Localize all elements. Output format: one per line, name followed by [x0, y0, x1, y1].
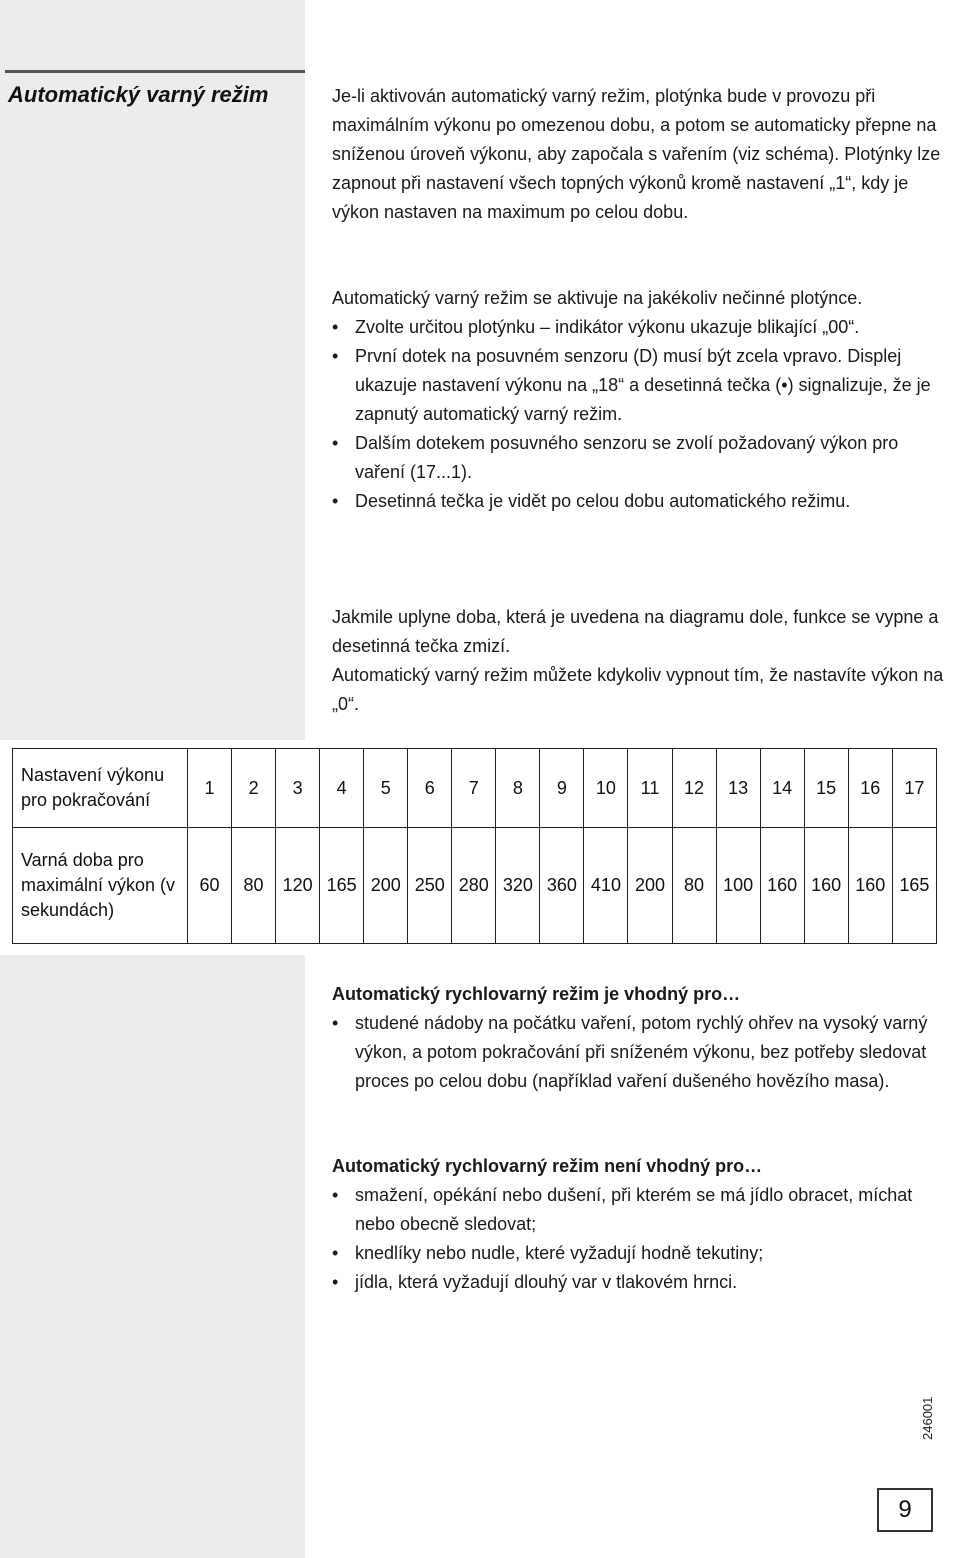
- section-title-rule: [5, 70, 305, 73]
- table-cell: 3: [276, 749, 320, 828]
- intro-block: [332, 82, 944, 227]
- bullet-icon: •: [332, 317, 339, 337]
- activation-step: • Zvolte určitou plotýnku – indikátor výkonu ukazuje blikající „00“.: [332, 313, 944, 342]
- bullet-icon: •: [332, 1013, 339, 1033]
- table-cell: 4: [320, 749, 364, 828]
- end-text-line2: Automatický varný režim můžete kdykoliv vypnout tím, že nastavíte výkon na „0“.: [332, 665, 944, 714]
- bullet-icon: •: [332, 1243, 339, 1263]
- page-number: 9: [877, 1488, 933, 1532]
- table-cell: 9: [540, 749, 584, 828]
- table-cell: 11: [628, 749, 672, 828]
- table-cell: 10: [584, 749, 628, 828]
- unsuitable-list: [332, 1181, 944, 1297]
- table-cell: 17: [892, 749, 936, 828]
- section-title: Automatický varný režim: [8, 82, 269, 107]
- table-cell: 2: [232, 749, 276, 828]
- intro-paragraph: Je-li aktivován automatický varný režim, plotýnka bude v provozu při maximálním výkonu po omezenou dobu, a potom se automaticky přepne na sníženou úroveň výkonu, aby započala s vařením (viz schéma). Plotýnky lze zapnout při nastavení všech topných výkonů kromě nastavení „1“, kdy je výkon nastaven na maximum po celou dobu.: [332, 86, 941, 222]
- bullet-icon: •: [332, 433, 339, 453]
- document-code: 246001: [920, 1396, 935, 1440]
- table-cell: 60: [188, 828, 232, 944]
- activation-lead: Automatický varný režim se aktivuje na jakékoliv nečinné plotýnce.: [332, 288, 863, 308]
- table-cell: 13: [716, 749, 760, 828]
- table-row-times: [13, 828, 937, 944]
- table-cell: 16: [848, 749, 892, 828]
- unsuitable-block: [332, 1152, 944, 1297]
- unsuitable-item: • smažení, opékání nebo dušení, při kterém se má jídlo obracet, míchat nebo obecně sledovat;: [332, 1181, 944, 1239]
- bullet-icon: •: [332, 346, 339, 366]
- table-cell: 5: [364, 749, 408, 828]
- table-cell: 320: [496, 828, 540, 944]
- activation-step: • První dotek na posuvném senzoru (D) musí být zcela vpravo. Displej ukazuje nastavení výkonu na „18“ a desetinná tečka (•) signalizuje, že je zapnutý automatický varný režim.: [332, 342, 944, 429]
- table-cell: 1: [188, 749, 232, 828]
- table-cell: 7: [452, 749, 496, 828]
- unsuitable-heading: Automatický rychlovarný režim není vhodný pro…: [332, 1156, 763, 1176]
- table-row-settings: [13, 749, 937, 828]
- table-cell: 12: [672, 749, 716, 828]
- end-text-block: [332, 603, 944, 719]
- table-cell: 250: [408, 828, 452, 944]
- table-cell: 160: [848, 828, 892, 944]
- unsuitable-item: • jídla, která vyžadují dlouhý var v tlakovém hrnci.: [332, 1268, 944, 1297]
- table-cell: 14: [760, 749, 804, 828]
- activation-step: • Desetinná tečka je vidět po celou dobu automatického režimu.: [332, 487, 944, 516]
- table-cell: 160: [804, 828, 848, 944]
- table-cell: 160: [760, 828, 804, 944]
- table-cell: 280: [452, 828, 496, 944]
- bullet-icon: •: [332, 1272, 339, 1292]
- table-cell: 200: [364, 828, 408, 944]
- bullet-icon: •: [332, 1185, 339, 1205]
- suitable-heading: Automatický rychlovarný režim je vhodný pro…: [332, 984, 741, 1004]
- suitable-block: [332, 980, 944, 1096]
- table-cell: 410: [584, 828, 628, 944]
- table-cell: 120: [276, 828, 320, 944]
- table-cell: 100: [716, 828, 760, 944]
- activation-block: [332, 284, 944, 516]
- table-cell: 80: [232, 828, 276, 944]
- activation-steps: [332, 313, 944, 516]
- table-cell: 360: [540, 828, 584, 944]
- bullet-icon: •: [332, 491, 339, 511]
- cooking-time-table: [12, 748, 937, 944]
- row-label-times: Varná doba pro maximální výkon (v sekundách): [13, 828, 188, 944]
- suitable-item: • studené nádoby na počátku vaření, potom rychlý ohřev na vysoký varný výkon, a potom pokračování při sníženém výkonu, bez potřeby sledovat proces po celou dobu (například vaření dušeného hovězího masa).: [332, 1009, 944, 1096]
- table-cell: 8: [496, 749, 540, 828]
- end-text-line1: Jakmile uplyne doba, která je uvedena na diagramu dole, funkce se vypne a desetinná tečka zmizí.: [332, 607, 939, 656]
- table-cell: 80: [672, 828, 716, 944]
- suitable-list: [332, 1009, 944, 1096]
- table-cell: 15: [804, 749, 848, 828]
- table-cell: 165: [892, 828, 936, 944]
- table-cell: 6: [408, 749, 452, 828]
- table-cell: 165: [320, 828, 364, 944]
- table-cell: 200: [628, 828, 672, 944]
- row-label-settings: Nastavení výkonu pro pokračování: [13, 749, 188, 828]
- activation-step: • Dalším dotekem posuvného senzoru se zvolí požadovaný výkon pro vaření (17...1).: [332, 429, 944, 487]
- unsuitable-item: • knedlíky nebo nudle, které vyžadují hodně tekutiny;: [332, 1239, 944, 1268]
